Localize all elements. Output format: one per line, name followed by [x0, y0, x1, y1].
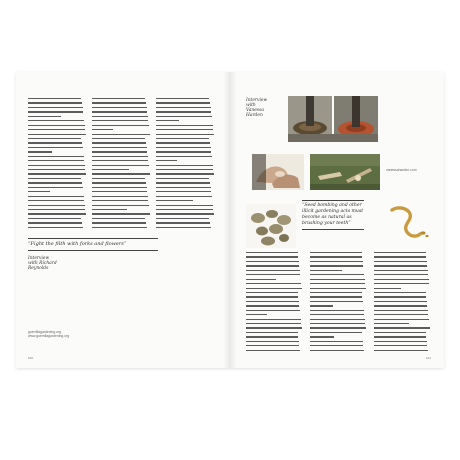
text-line: [92, 169, 129, 170]
text-line: [156, 227, 211, 228]
text-line: [156, 200, 193, 201]
text-line: [374, 314, 428, 315]
text-line: [28, 187, 83, 188]
text-line: [156, 222, 210, 223]
text-line: [28, 138, 81, 139]
text-line: [246, 341, 299, 342]
text-line: [156, 156, 212, 157]
text-line: [374, 301, 427, 302]
text-line: [246, 274, 300, 275]
text-line: [156, 134, 214, 135]
text-line: [92, 138, 145, 139]
text-line: [310, 341, 363, 342]
body-column-right-2: [310, 252, 366, 354]
text-line: [374, 270, 428, 271]
text-line: [310, 327, 366, 328]
footer-link-1[interactable]: guerrillagardening.org: [28, 330, 61, 334]
text-line: [156, 182, 210, 183]
text-line: [156, 191, 211, 192]
text-line: [310, 288, 366, 289]
text-line: [374, 288, 401, 289]
text-line: [374, 345, 427, 346]
text-line: [246, 301, 299, 302]
text-line: [92, 200, 148, 201]
text-line: [92, 142, 146, 143]
text-line: [28, 102, 82, 103]
pull-quote-left: [28, 238, 158, 251]
text-line: [246, 319, 301, 320]
text-line: [28, 156, 84, 157]
text-line: [310, 252, 362, 253]
text-line: [310, 256, 362, 257]
text-line: [310, 332, 362, 333]
text-line: [28, 129, 85, 130]
footer-link-2[interactable]: www.guerrillagardening.org: [28, 334, 70, 339]
text-line: [92, 98, 145, 99]
text-line: [374, 341, 427, 342]
seed-bombs-image: [246, 204, 296, 248]
interview-credit-left: [28, 256, 58, 271]
body-column-right-3: [374, 252, 430, 354]
text-line: [374, 283, 429, 284]
text-line: [92, 218, 145, 219]
quote-rule-bottom: [302, 229, 364, 230]
text-line: [156, 218, 209, 219]
pull-quote-right: [302, 200, 364, 230]
text-line: [374, 256, 426, 257]
photo-seed-chain: [380, 200, 434, 246]
text-line: [28, 222, 82, 223]
text-line: [92, 222, 146, 223]
text-line: [156, 147, 211, 148]
page-number-right: 101: [426, 356, 432, 360]
text-line: [310, 292, 362, 293]
text-line: [92, 116, 148, 117]
photo-grass-tools: [310, 154, 380, 190]
text-line: [28, 209, 85, 210]
text-line: [310, 345, 363, 346]
text-line: [310, 336, 334, 337]
text-line: [246, 265, 299, 266]
text-line: [310, 310, 364, 311]
text-line: [246, 305, 299, 306]
text-line: [92, 165, 149, 166]
text-line: [156, 151, 211, 152]
text-line: [92, 151, 147, 152]
text-line: [156, 125, 213, 126]
text-line: [28, 151, 52, 152]
text-line: [310, 261, 363, 262]
magazine-spread: [16, 72, 444, 368]
text-line: [156, 120, 179, 121]
text-line: [28, 218, 81, 219]
text-line: [374, 323, 409, 324]
body-column-2: [92, 98, 150, 231]
text-line: [374, 261, 427, 262]
text-line: [28, 147, 83, 148]
right-page: [230, 72, 444, 368]
photo-tree-bases: [288, 96, 378, 142]
pull-quote-text: “Seed bombing and other illicit gardening acts must become as natural as brushing your teeth”: [302, 202, 364, 226]
text-line: [156, 196, 212, 197]
text-line: [156, 111, 211, 112]
text-line: [246, 336, 298, 337]
text-line: [92, 102, 146, 103]
footer-links-left: [28, 330, 108, 339]
text-line: [28, 178, 81, 179]
text-line: [92, 147, 147, 148]
text-line: [28, 120, 84, 121]
text-line: [246, 261, 299, 262]
text-line: [374, 350, 428, 351]
text-line: [246, 323, 301, 324]
left-page: [16, 72, 230, 368]
text-line: [156, 116, 212, 117]
text-line: [92, 160, 148, 161]
text-line: [374, 292, 426, 293]
text-line: [28, 196, 84, 197]
text-line: [310, 350, 364, 351]
tree-bases-image: [288, 96, 378, 142]
text-line: [310, 283, 365, 284]
text-line: [156, 98, 209, 99]
caption-text[interactable]: vanessaharden.com: [386, 168, 417, 172]
text-line: [28, 142, 82, 143]
text-line: [374, 265, 427, 266]
text-line: [28, 98, 81, 99]
text-line: [374, 310, 428, 311]
text-line: [28, 200, 84, 201]
text-line: [310, 279, 365, 280]
text-line: [156, 142, 210, 143]
text-line: [310, 319, 365, 320]
photo-hands: [252, 154, 304, 190]
text-line: [28, 107, 83, 108]
text-line: [156, 169, 213, 170]
text-line: [92, 111, 147, 112]
text-line: [92, 213, 150, 214]
text-line: [246, 270, 300, 271]
photo-caption: [386, 168, 432, 172]
text-line: [246, 296, 298, 297]
text-line: [92, 107, 147, 108]
text-line: [28, 160, 84, 161]
text-line: [310, 265, 363, 266]
text-line: [92, 134, 150, 135]
text-line: [246, 252, 298, 253]
text-line: [374, 336, 426, 337]
text-line: [246, 314, 267, 315]
text-line: [246, 350, 300, 351]
text-line: [92, 182, 146, 183]
body-column-1: [28, 98, 86, 231]
text-line: [92, 187, 147, 188]
hands-image: [252, 154, 304, 190]
body-column-right-1: [246, 252, 302, 354]
text-line: [156, 160, 177, 161]
text-line: [28, 134, 86, 135]
text-line: [28, 169, 85, 170]
photo-seed-bombs: [246, 204, 296, 248]
text-line: [246, 279, 276, 280]
text-line: [92, 205, 149, 206]
text-line: [156, 173, 214, 174]
text-line: [156, 187, 211, 188]
text-line: [310, 270, 342, 271]
text-line: [92, 125, 149, 126]
text-line: [92, 196, 148, 197]
interview-credit-right: [246, 98, 274, 118]
text-line: [28, 165, 85, 166]
seed-chain-image: [380, 200, 434, 246]
text-line: [374, 305, 427, 306]
text-line: [28, 227, 83, 228]
text-line: [374, 296, 426, 297]
text-line: [92, 129, 113, 130]
text-line: [28, 173, 86, 174]
text-line: [28, 125, 85, 126]
text-line: [156, 209, 213, 210]
text-line: [374, 279, 429, 280]
text-line: [28, 191, 50, 192]
text-line: [156, 213, 214, 214]
body-column-3: [156, 98, 214, 231]
quote-rule-bottom: [28, 250, 158, 251]
grass-tools-image: [310, 154, 380, 190]
text-line: [246, 332, 298, 333]
text-line: [310, 314, 364, 315]
text-line: [246, 256, 298, 257]
text-line: [374, 332, 426, 333]
text-line: [92, 227, 147, 228]
text-line: [246, 327, 302, 328]
page-number-left: 100: [28, 356, 34, 360]
text-line: [246, 292, 298, 293]
text-line: [156, 129, 213, 130]
text-line: [92, 178, 145, 179]
text-line: [28, 182, 82, 183]
text-line: [92, 173, 150, 174]
text-line: [92, 209, 127, 210]
text-line: [310, 296, 362, 297]
text-line: [310, 274, 364, 275]
text-line: [374, 252, 426, 253]
text-line: [156, 178, 209, 179]
text-line: [310, 301, 363, 302]
text-line: [28, 213, 86, 214]
text-line: [374, 319, 429, 320]
text-line: [246, 288, 302, 289]
text-line: [92, 156, 148, 157]
text-line: [246, 283, 301, 284]
text-line: [246, 345, 299, 346]
text-line: [156, 138, 209, 139]
interview-label: Interview with Richard Reynolds: [28, 256, 57, 271]
text-line: [156, 107, 211, 108]
text-line: [28, 111, 83, 112]
text-line: [310, 305, 333, 306]
text-line: [92, 191, 147, 192]
interview-label: Interview with Vanessa Harden: [246, 98, 268, 118]
text-line: [374, 327, 430, 328]
text-line: [28, 116, 61, 117]
text-line: [156, 102, 210, 103]
text-line: [374, 274, 428, 275]
pull-quote-text: “Fight the filth with forks and flowers”: [28, 240, 127, 247]
text-line: [156, 165, 213, 166]
text-line: [310, 323, 365, 324]
text-line: [156, 205, 213, 206]
text-line: [92, 120, 148, 121]
text-line: [246, 310, 300, 311]
text-line: [28, 205, 85, 206]
